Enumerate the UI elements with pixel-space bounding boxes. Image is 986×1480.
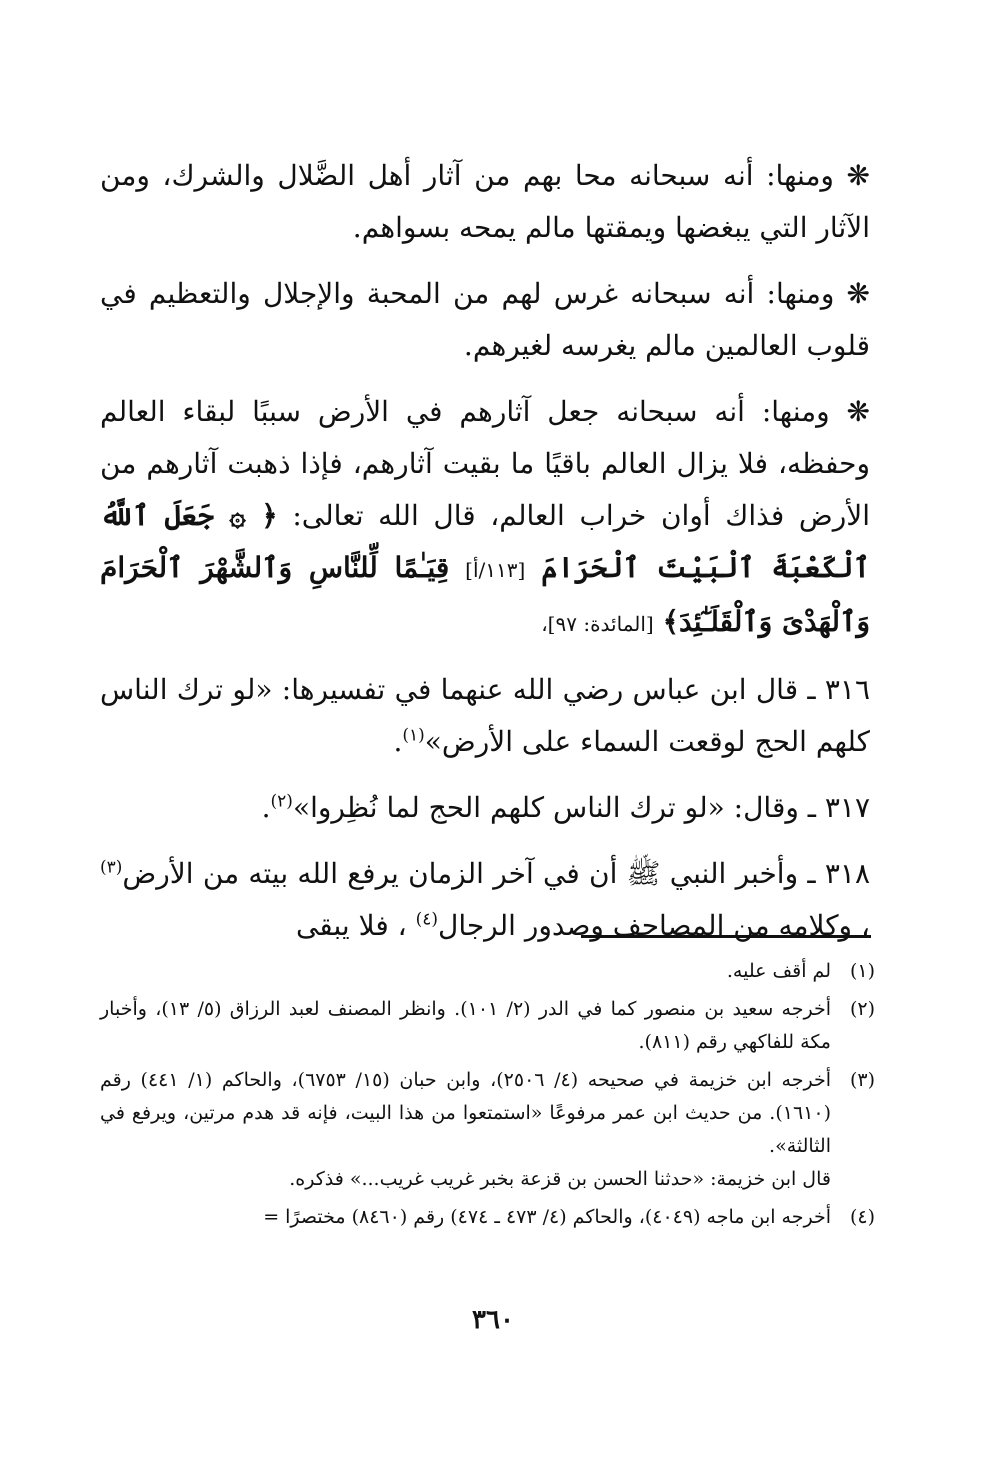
paragraph-2-text: ❋ ومنها: أنه سبحانه غرس لهم من المحبة والإجلال والتعظيم في قلوب العالمين مالم يغرسه لغيرهم. bbox=[100, 277, 870, 362]
footnote-text: أخرجه ابن ماجه (٤٠٤٩)، والحاكم (٤/ ٤٧٣ ـ ٤٧٤) رقم (٨٤٦٠) مختصرًا = bbox=[263, 1206, 831, 1228]
footnotes bbox=[100, 955, 875, 1239]
verse-reference: [المائدة: ٩٧]، bbox=[541, 612, 654, 636]
footnote-number: (٢) bbox=[849, 998, 875, 1020]
paragraph-318-text-a: ٣١٨ ـ وأخبر النبي ﷺ أن في آخر الزمان يرفع الله بيته من الأرض bbox=[122, 857, 870, 890]
paragraph-318-text-b: ، وكلامه من المصاحف وصدور الرجال bbox=[437, 909, 870, 942]
page-number: ٣٦٠ bbox=[472, 1305, 514, 1335]
paragraph-3-intro: ❋ ومنها: أنه سبحانه جعل آثارهم في الأرض سببًا لبقاء العالم وحفظه، فلا يزال العالم باقيًا ما بقيت آثارهم، فإذا ذهبت آثارهم من الأرض فذاك أوان خراب العالم، قال الله تعالى: bbox=[100, 395, 871, 532]
footnote-2 bbox=[100, 993, 875, 1059]
footnote-number: (٣) bbox=[849, 1069, 875, 1091]
quran-verse-part-b: قِيَـٰمًا لِّلنَّاسِ وَٱلشَّهْرَ ٱلْحَرَامَ وَٱلْهَدْىَ وَٱلْقَلَـٰٓئِدَ﴾ bbox=[100, 551, 870, 638]
footnote-number: (١) bbox=[849, 960, 875, 982]
footnote-text-extra: قال ابن خزيمة: «حدثنا الحسن بن قزعة بخبر غريب غريب...» فذكره. bbox=[289, 1168, 831, 1190]
paragraph-3 bbox=[100, 386, 870, 650]
footnote-ref-2: (٢) bbox=[270, 791, 293, 812]
footnote-1 bbox=[100, 955, 875, 988]
paragraph-318-text-c: ، فلا يبقى bbox=[295, 909, 407, 942]
paragraph-317-text: ٣١٧ ـ وقال: «لو ترك الناس كلهم الحج لما نُظِروا» bbox=[292, 791, 870, 824]
footnote-ref-1: (١) bbox=[402, 725, 425, 746]
footnote-text: لم أقف عليه. bbox=[726, 960, 831, 982]
footnote-text: أخرجه ابن خزيمة في صحيحه (٤/ ٢٥٠٦)، وابن حبان (١٥/ ٦٧٥٣)، والحاكم (١/ ٤٤١) رقم (١٦١٠). من حديث ابن عمر مرفوعًا «استمتعوا من هذا البيت، فإنه قد هدم مرتين، ويرفع في الثالثة». bbox=[100, 1069, 831, 1157]
footnote-number: (٤) bbox=[849, 1206, 875, 1228]
footnote-divider bbox=[581, 935, 871, 938]
paragraph-317 bbox=[100, 782, 870, 834]
footnote-text: أخرجه سعيد بن منصور كما في الدر (٢/ ١٠١). وانظر المصنف لعبد الرزاق (٥/ ١٣)، وأخبار مكة للفاكهي رقم (٨١١). bbox=[100, 998, 831, 1053]
footnote-text-block bbox=[100, 1064, 831, 1196]
footnote-4 bbox=[100, 1201, 875, 1234]
paragraph-1-text: ❋ ومنها: أنه سبحانه محا بهم من آثار أهل الضَّلال والشرك، ومن الآثار التي يبغضها ويمقتها مالم يمحه بسواهم. bbox=[100, 159, 870, 244]
footnote-ref-4: (٤) bbox=[415, 909, 438, 930]
paragraph-317-end: . bbox=[261, 791, 271, 824]
paragraph-2 bbox=[100, 268, 870, 372]
footnote-3 bbox=[100, 1064, 875, 1196]
paragraph-316-text: ٣١٦ ـ قال ابن عباس رضي الله عنهما في تفسيرها: «لو ترك الناس كلهم الحج لوقعت السماء على الأرض» bbox=[100, 673, 870, 758]
footnote-ref-3: (٣) bbox=[100, 857, 123, 878]
quran-verse-part-a: ﴿ ۞ جَعَلَ ٱللَّهُ ٱلْكَعْبَةَ ٱلْبَيْتَ ٱلْحَرَامَ bbox=[100, 499, 870, 584]
paragraph-316 bbox=[100, 664, 870, 768]
main-text bbox=[100, 150, 870, 966]
manuscript-folio-marker: [١١٣/أ] bbox=[465, 558, 526, 582]
paragraph-316-end: . bbox=[393, 725, 403, 758]
paragraph-1 bbox=[100, 150, 870, 254]
